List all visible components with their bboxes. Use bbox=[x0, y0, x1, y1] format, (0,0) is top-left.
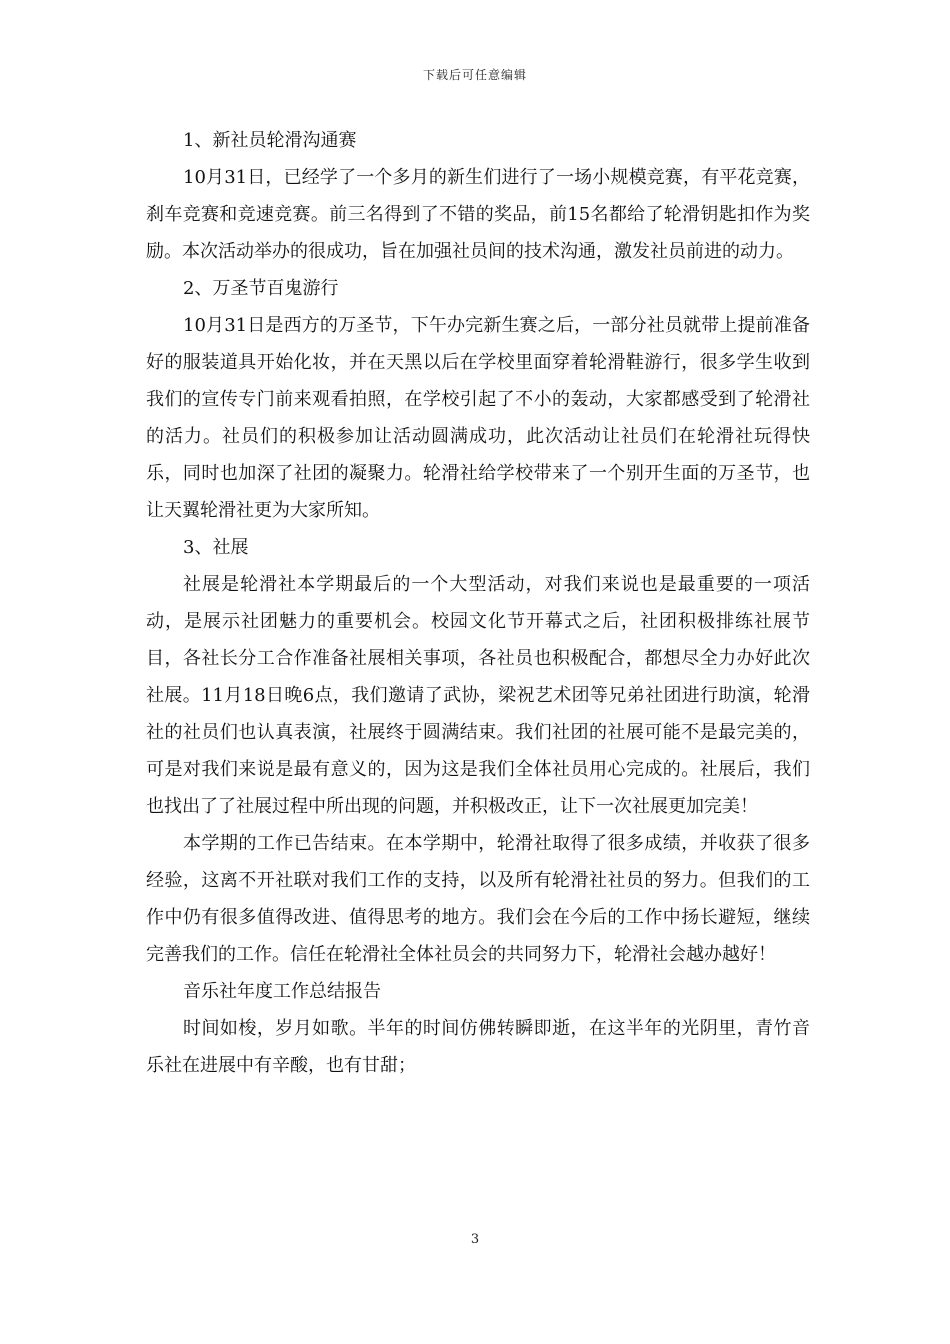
paragraph: 10月31日，已经学了一个多月的新生们进行了一场小规模竞赛，有平花竞赛，刹车竞赛和竞速竞赛。前三名得到了不错的奖品，前15名都给了轮滑钥匙扣作为奖励。本次活动举办的很成功，旨在加强社员间的技术沟通，激发社员前进的动力。 bbox=[146, 167, 810, 262]
document-body bbox=[146, 122, 810, 1084]
paragraph: 社展是轮滑社本学期最后的一个大型活动，对我们来说也是最重要的一项活动，是展示社团魅力的重要机会。校园文化节开幕式之后，社团积极排练社展节目，各社长分工合作准备社展相关事项，各社员也积极配合，都想尽全力办好此次社展。11月18日晚6点，我们邀请了武协，梁祝艺术团等兄弟社团进行助演，轮滑社的社员们也认真表演，社展终于圆满结束。我们社团的社展可能不是最完美的，可是对我们来说是最有意义的，因为这是我们全体社员用心完成的。社展后，我们也找出了了社展过程中所出现的问题，并积极改正，让下一次社展更加完美！ bbox=[146, 574, 810, 817]
section-heading: 音乐社年度工作总结报告 bbox=[183, 981, 381, 1002]
paragraph: 时间如梭，岁月如歌。半年的时间仿佛转瞬即逝，在这半年的光阴里，青竹音乐社在进展中有辛酸，也有甘甜； bbox=[146, 1018, 810, 1076]
section-heading: 2、万圣节百鬼游行 bbox=[183, 278, 339, 299]
page-header: 下载后可任意编辑 bbox=[422, 68, 527, 82]
paragraph: 本学期的工作已告结束。在本学期中，轮滑社取得了很多成绩，并收获了很多经验，这离不开社联对我们工作的支持，以及所有轮滑社社员的努力。但我们的工作中仍有很多值得改进、值得思考的地方。我们会在今后的工作中扬长避短，继续完善我们的工作。信任在轮滑社全体社员会的共同努力下，轮滑社会越办越好！ bbox=[146, 833, 810, 965]
section-heading: 1、新社员轮滑沟通赛 bbox=[183, 130, 357, 151]
page-number: 3 bbox=[470, 1232, 480, 1247]
section-heading: 3、社展 bbox=[183, 537, 249, 558]
paragraph: 10月31日是西方的万圣节，下午办完新生赛之后，一部分社员就带上提前准备好的服装道具开始化妆，并在天黑以后在学校里面穿着轮滑鞋游行，很多学生收到我们的宣传专门前来观看拍照，在学校引起了不小的轰动，大家都感受到了轮滑社的活力。社员们的积极参加让活动圆满成功，此次活动让社员们在轮滑社玩得快乐，同时也加深了社团的凝聚力。轮滑社给学校带来了一个别开生面的万圣节，也让天翼轮滑社更为大家所知。 bbox=[146, 315, 810, 521]
